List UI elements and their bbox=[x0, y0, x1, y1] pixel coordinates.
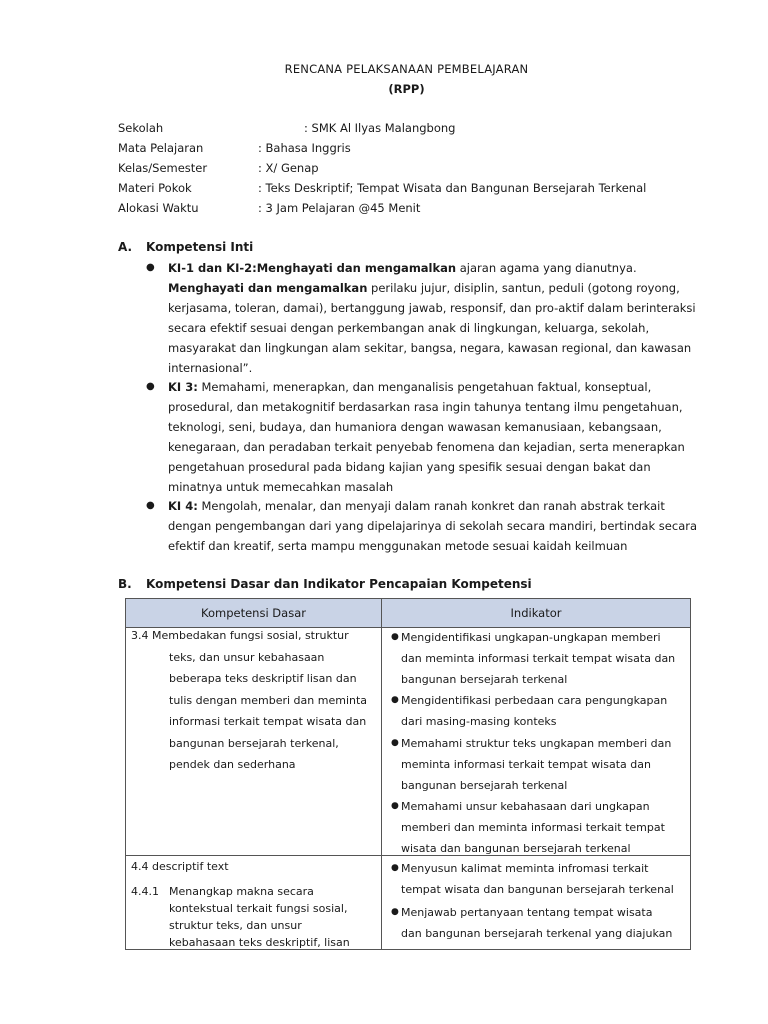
indikator-text: tempat wisata dan bangunan bersejarah terkenal bbox=[401, 883, 674, 896]
document-title: RENCANA PELAKSANAAN PEMBELAJARAN bbox=[284, 62, 529, 76]
bullet-icon: ● bbox=[391, 632, 399, 642]
bullet-icon: ● bbox=[146, 381, 155, 392]
table-header-kd: Kompetensi Dasar bbox=[125, 598, 382, 628]
indikator-text: dari masing-masing konteks bbox=[401, 715, 557, 728]
indikator-text: wisata dan bangunan bersejarah terkenal bbox=[401, 842, 631, 855]
kd-title: 4.4 descriptif text bbox=[131, 860, 229, 873]
ki-text: efektif dan kreatif, serta mampu menggunakan metode sesuai kaidah keilmuan bbox=[168, 539, 628, 553]
indikator-text: dan meminta informasi terkait tempat wisata dan bbox=[401, 652, 676, 665]
bullet-icon: ● bbox=[146, 500, 155, 511]
bullet-icon: ● bbox=[391, 907, 399, 917]
info-label: Sekolah bbox=[118, 121, 164, 135]
ki-text: perilaku jujur, disiplin, santun, peduli (gotong royong, bbox=[367, 281, 680, 295]
indikator-text: bangunan bersejarah terkenal bbox=[401, 779, 568, 792]
kd-text: tulis dengan memberi dan meminta bbox=[169, 694, 368, 707]
kd-sub-text: Menangkap makna secara bbox=[169, 885, 314, 898]
kd-text: pendek dan sederhana bbox=[169, 758, 296, 771]
kd-sub-text: struktur teks, dan unsur bbox=[169, 919, 302, 932]
indikator-text: memberi dan meminta informasi terkait tempat bbox=[401, 821, 665, 834]
ki-text: Memahami, menerapkan, dan menganalisis pengetahuan faktual, konseptual, bbox=[197, 380, 652, 394]
section-letter: B. bbox=[118, 577, 132, 591]
kd-indikator-table bbox=[125, 598, 691, 950]
info-label: Materi Pokok bbox=[118, 181, 192, 195]
info-label: Mata Pelajaran bbox=[118, 141, 204, 155]
ki-text: kenegaraan, dan peradaban terkait penyebab fenomena dan kejadian, serta menerapkan bbox=[168, 440, 685, 454]
bullet-icon: ● bbox=[391, 863, 399, 873]
indikator-text: Memahami unsur kebahasaan dari ungkapan bbox=[401, 800, 650, 813]
kd-sub-text: kontekstual terkait fungsi sosial, bbox=[169, 902, 348, 915]
bullet-icon: ● bbox=[391, 695, 399, 705]
kd-text: bangunan bersejarah terkenal, bbox=[169, 737, 339, 750]
indikator-text: Mengidentifikasi perbedaan cara pengungkapan bbox=[401, 694, 668, 707]
indikator-text: Mengidentifikasi ungkapan-ungkapan memberi bbox=[401, 631, 661, 644]
kd-text: beberapa teks deskriptif lisan dan bbox=[169, 672, 357, 685]
bullet-icon: ● bbox=[391, 738, 399, 748]
indikator-text: Menyusun kalimat meminta infromasi terkait bbox=[401, 862, 649, 875]
ki-lead: KI 3: bbox=[168, 380, 198, 394]
section-letter: A. bbox=[118, 240, 133, 254]
info-label: Kelas/Semester bbox=[118, 161, 208, 175]
ki-text: pengetahuan prosedural pada bidang kajian yang spesifik sesuai dengan bakat dan bbox=[168, 460, 651, 474]
info-value: : Bahasa Inggris bbox=[258, 141, 351, 155]
info-value: : Teks Deskriptif; Tempat Wisata dan Bangunan Bersejarah Terkenal bbox=[258, 181, 647, 195]
ki-text: masyarakat dan lingkungan alam sekitar, bangsa, negara, kawasan regional, dan kawasan bbox=[168, 341, 692, 355]
indikator-text: Memahami struktur teks ungkapan memberi dan bbox=[401, 737, 672, 750]
kd-sub-text: kebahasaan teks deskriptif, lisan bbox=[169, 936, 350, 949]
indikator-text: dan bangunan bersejarah terkenal yang diajukan bbox=[401, 927, 673, 940]
section-title: Kompetensi Inti bbox=[146, 240, 254, 254]
ki-text: kerjasama, toleran, damai), bertanggung jawab, responsif, dan pro-aktif dalam berinteraksi bbox=[168, 301, 696, 315]
indikator-text: bangunan bersejarah terkenal bbox=[401, 673, 568, 686]
info-label: Alokasi Waktu bbox=[118, 201, 199, 215]
bullet-icon: ● bbox=[146, 262, 155, 273]
ki-lead: KI 4: bbox=[168, 499, 198, 513]
ki-text: ajaran agama yang dianutnya. bbox=[456, 261, 637, 275]
ki-text: internasional”. bbox=[168, 361, 253, 375]
ki-text: secara efektif sesuai dengan perkembangan anak di lingkungan, keluarga, sekolah, bbox=[168, 321, 650, 335]
ki-lead: Menghayati dan mengamalkan bbox=[168, 281, 368, 295]
kd-sub-number: 4.4.1 bbox=[131, 885, 159, 898]
indikator-text: meminta informasi terkait tempat wisata dan bbox=[401, 758, 651, 771]
section-title: Kompetensi Dasar dan Indikator Pencapaian Kompetensi bbox=[146, 577, 532, 591]
section-b-heading bbox=[118, 577, 532, 591]
indikator-text: Menjawab pertanyaan tentang tempat wisata bbox=[401, 906, 653, 919]
ki-lead: KI-1 dan KI-2:Menghayati dan mengamalkan bbox=[168, 261, 457, 275]
section-a-heading bbox=[118, 240, 253, 254]
info-value: : 3 Jam Pelajaran @45 Menit bbox=[258, 201, 421, 215]
bullet-icon: ● bbox=[391, 801, 399, 811]
info-value: : SMK Al Ilyas Malangbong bbox=[304, 121, 456, 135]
ki-text: prosedural, dan metakognitif berdasarkan rasa ingin tahunya tentang ilmu pengetahuan, bbox=[168, 400, 683, 414]
ki-text: Mengolah, menalar, dan menyaji dalam ranah konkret dan ranah abstrak terkait bbox=[197, 499, 665, 513]
info-value: : X/ Genap bbox=[258, 161, 319, 175]
kd-text: 3.4 Membedakan fungsi sosial, struktur bbox=[131, 629, 349, 642]
kd-text: informasi terkait tempat wisata dan bbox=[169, 715, 367, 728]
document-subtitle: (RPP) bbox=[388, 82, 425, 96]
ki-text: teknologi, seni, budaya, dan humaniora dengan wawasan kemanusiaan, kebangsaan, bbox=[168, 420, 662, 434]
kd-text: teks, dan unsur kebahasaan bbox=[169, 651, 325, 664]
ki-text: dengan pengembangan dari yang dipelajarinya di sekolah secara mandiri, bertindak secara bbox=[168, 519, 698, 533]
table-header-indikator: Indikator bbox=[381, 598, 691, 628]
ki-text: minatnya untuk memecahkan masalah bbox=[168, 480, 394, 494]
